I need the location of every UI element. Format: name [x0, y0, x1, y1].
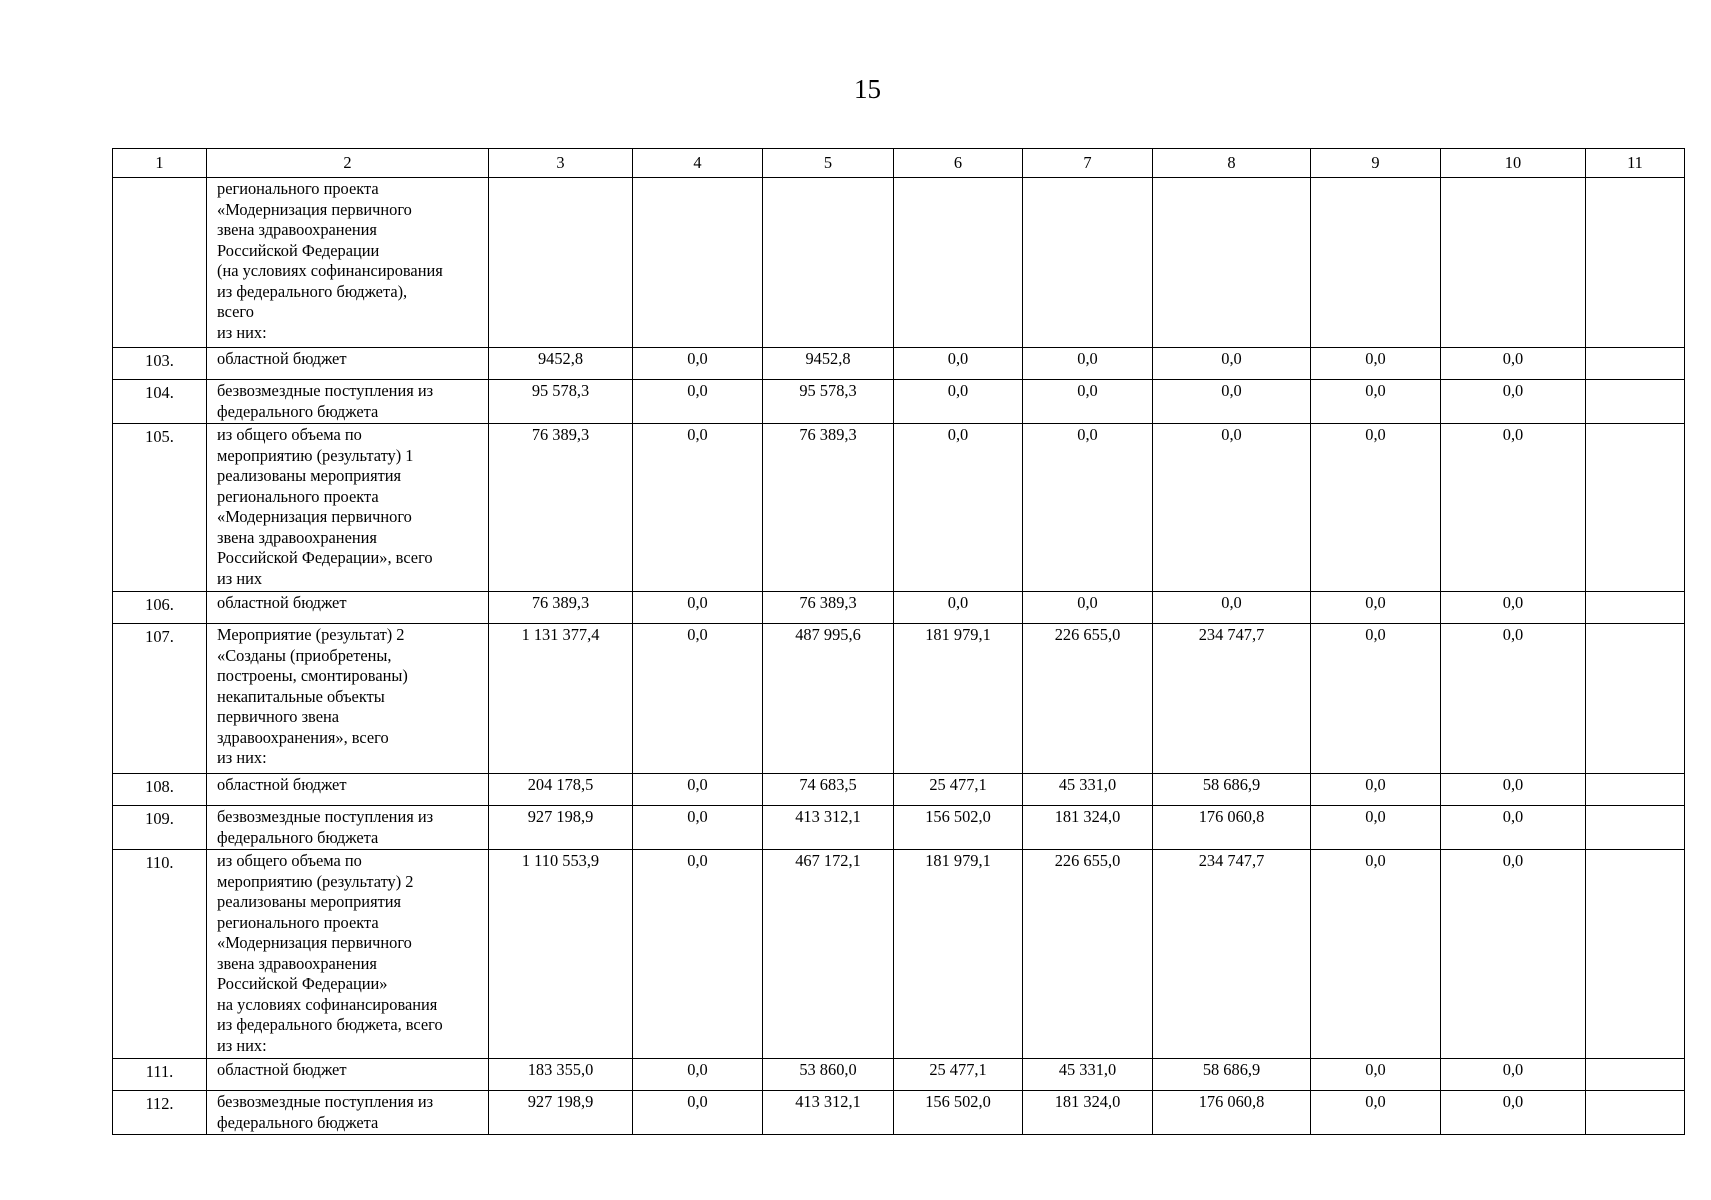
row-number-cell: 112.: [113, 1091, 207, 1135]
row-text: областной бюджет: [217, 1060, 347, 1079]
value-cell: [1586, 806, 1685, 850]
value-cell: 0,0: [1023, 380, 1153, 424]
value-cell: 0,0: [1023, 592, 1153, 624]
table-row: [113, 1059, 1685, 1091]
row-text-cell: [207, 850, 489, 1059]
row-number-cell: [113, 178, 207, 348]
table-row: [113, 774, 1685, 806]
row-number-cell: 105.: [113, 424, 207, 592]
value-cell: 0,0: [633, 774, 763, 806]
value-cell: 95 578,3: [489, 380, 633, 424]
value-cell: [1586, 178, 1685, 348]
value-cell: [1023, 178, 1153, 348]
header-cell: 7: [1023, 149, 1153, 178]
value-cell: 487 995,6: [763, 624, 894, 774]
value-cell: 1 110 553,9: [489, 850, 633, 1059]
value-cell: 0,0: [1311, 592, 1441, 624]
value-cell: 0,0: [1441, 806, 1586, 850]
value-cell: 45 331,0: [1023, 1059, 1153, 1091]
header-cell: 10: [1441, 149, 1586, 178]
value-cell: [1586, 624, 1685, 774]
value-cell: [489, 178, 633, 348]
value-cell: [1586, 380, 1685, 424]
table-row: [113, 806, 1685, 850]
value-cell: 156 502,0: [894, 806, 1023, 850]
value-cell: 53 860,0: [763, 1059, 894, 1091]
value-cell: 0,0: [1441, 1091, 1586, 1135]
value-cell: 413 312,1: [763, 806, 894, 850]
header-row: [113, 149, 1685, 178]
value-cell: 0,0: [633, 806, 763, 850]
value-cell: 0,0: [1023, 424, 1153, 592]
value-cell: 0,0: [1441, 348, 1586, 380]
row-text-cell: [207, 592, 489, 624]
value-cell: 0,0: [633, 1059, 763, 1091]
row-text: регионального проекта «Модернизация первичного звена здравоохранения Российской Федерации (на условиях софинансирования из федерального бюджета), всего из них:: [217, 179, 443, 342]
row-text: безвозмездные поступления из федерального бюджета: [217, 807, 434, 847]
value-cell: 76 389,3: [763, 424, 894, 592]
continuation-row: [113, 178, 1685, 348]
header-cell: 6: [894, 149, 1023, 178]
row-number-cell: 106.: [113, 592, 207, 624]
row-text-cell: [207, 774, 489, 806]
table-row: [113, 592, 1685, 624]
row-text-cell: [207, 178, 489, 348]
value-cell: 226 655,0: [1023, 850, 1153, 1059]
header-cell: 3: [489, 149, 633, 178]
header-cell: 4: [633, 149, 763, 178]
value-cell: 25 477,1: [894, 1059, 1023, 1091]
row-text: областной бюджет: [217, 349, 347, 368]
value-cell: 0,0: [894, 348, 1023, 380]
value-cell: [633, 178, 763, 348]
page-number: 15: [854, 74, 881, 104]
value-cell: 0,0: [1311, 424, 1441, 592]
budget-table: [112, 148, 1685, 1135]
value-cell: 0,0: [1311, 774, 1441, 806]
value-cell: 0,0: [633, 424, 763, 592]
value-cell: 181 324,0: [1023, 1091, 1153, 1135]
header-cell: 2: [207, 149, 489, 178]
header-cell: 9: [1311, 149, 1441, 178]
row-text-cell: [207, 806, 489, 850]
value-cell: 0,0: [1153, 592, 1311, 624]
row-text: Мероприятие (результат) 2 «Созданы (приобретены, построены, смонтированы) некапитальные объекты первичного звена здравоохранения», всего из них:: [217, 625, 408, 767]
value-cell: 0,0: [1441, 380, 1586, 424]
value-cell: 0,0: [1311, 348, 1441, 380]
value-cell: [1586, 424, 1685, 592]
table-row: [113, 1091, 1685, 1135]
value-cell: 183 355,0: [489, 1059, 633, 1091]
value-cell: [894, 178, 1023, 348]
value-cell: 0,0: [1153, 348, 1311, 380]
header-cell: 8: [1153, 149, 1311, 178]
header-cell: 1: [113, 149, 207, 178]
value-cell: 0,0: [1153, 380, 1311, 424]
row-text-cell: [207, 380, 489, 424]
value-cell: [1153, 178, 1311, 348]
value-cell: 181 979,1: [894, 624, 1023, 774]
value-cell: 176 060,8: [1153, 806, 1311, 850]
value-cell: 181 324,0: [1023, 806, 1153, 850]
value-cell: [763, 178, 894, 348]
value-cell: [1586, 1091, 1685, 1135]
row-text: безвозмездные поступления из федерального бюджета: [217, 381, 434, 421]
value-cell: 156 502,0: [894, 1091, 1023, 1135]
row-text: из общего объема по мероприятию (результату) 2 реализованы мероприятия регионального проекта «Модернизация первичного звена здравоохранения Российской Федерации» на условиях софинансирования из федерального бюджета, всего из них:: [217, 851, 443, 1055]
value-cell: [1586, 1059, 1685, 1091]
table-row: [113, 850, 1685, 1059]
value-cell: 58 686,9: [1153, 1059, 1311, 1091]
value-cell: 58 686,9: [1153, 774, 1311, 806]
value-cell: 0,0: [1311, 380, 1441, 424]
row-text-cell: [207, 1091, 489, 1135]
value-cell: 74 683,5: [763, 774, 894, 806]
value-cell: 76 389,3: [763, 592, 894, 624]
table-row: [113, 424, 1685, 592]
value-cell: 0,0: [1441, 592, 1586, 624]
header-cell: 5: [763, 149, 894, 178]
value-cell: 0,0: [894, 424, 1023, 592]
row-number-cell: 111.: [113, 1059, 207, 1091]
value-cell: 45 331,0: [1023, 774, 1153, 806]
value-cell: 0,0: [1441, 424, 1586, 592]
row-text-cell: [207, 1059, 489, 1091]
row-text-cell: [207, 624, 489, 774]
row-text: областной бюджет: [217, 593, 347, 612]
value-cell: [1586, 592, 1685, 624]
value-cell: 0,0: [1441, 624, 1586, 774]
row-text: безвозмездные поступления из федерального бюджета: [217, 1092, 434, 1132]
value-cell: 0,0: [894, 380, 1023, 424]
value-cell: 0,0: [894, 592, 1023, 624]
value-cell: 234 747,7: [1153, 624, 1311, 774]
value-cell: 0,0: [1441, 1059, 1586, 1091]
value-cell: 0,0: [633, 850, 763, 1059]
value-cell: 95 578,3: [763, 380, 894, 424]
value-cell: 181 979,1: [894, 850, 1023, 1059]
row-text: областной бюджет: [217, 775, 347, 794]
value-cell: 0,0: [1311, 1091, 1441, 1135]
row-number-cell: 108.: [113, 774, 207, 806]
value-cell: 0,0: [633, 380, 763, 424]
value-cell: 467 172,1: [763, 850, 894, 1059]
value-cell: 76 389,3: [489, 424, 633, 592]
value-cell: [1586, 348, 1685, 380]
value-cell: 0,0: [1153, 424, 1311, 592]
row-number-cell: 107.: [113, 624, 207, 774]
row-number-cell: 103.: [113, 348, 207, 380]
row-number-cell: 104.: [113, 380, 207, 424]
value-cell: [1586, 850, 1685, 1059]
value-cell: 0,0: [633, 592, 763, 624]
value-cell: 1 131 377,4: [489, 624, 633, 774]
row-text-cell: [207, 424, 489, 592]
value-cell: 0,0: [1311, 850, 1441, 1059]
value-cell: 0,0: [1023, 348, 1153, 380]
value-cell: 234 747,7: [1153, 850, 1311, 1059]
header-cell: 11: [1586, 149, 1685, 178]
value-cell: 9452,8: [763, 348, 894, 380]
value-cell: 927 198,9: [489, 806, 633, 850]
value-cell: 0,0: [1311, 624, 1441, 774]
value-cell: 76 389,3: [489, 592, 633, 624]
value-cell: 204 178,5: [489, 774, 633, 806]
value-cell: [1311, 178, 1441, 348]
value-cell: [1441, 178, 1586, 348]
value-cell: 25 477,1: [894, 774, 1023, 806]
value-cell: 0,0: [1441, 774, 1586, 806]
row-number-cell: 109.: [113, 806, 207, 850]
value-cell: 226 655,0: [1023, 624, 1153, 774]
table-row: [113, 624, 1685, 774]
table-row: [113, 348, 1685, 380]
value-cell: 413 312,1: [763, 1091, 894, 1135]
value-cell: 9452,8: [489, 348, 633, 380]
row-text-cell: [207, 348, 489, 380]
value-cell: 927 198,9: [489, 1091, 633, 1135]
value-cell: 0,0: [633, 624, 763, 774]
value-cell: 0,0: [1441, 850, 1586, 1059]
value-cell: 0,0: [633, 348, 763, 380]
value-cell: 0,0: [1311, 806, 1441, 850]
table-row: [113, 380, 1685, 424]
value-cell: 176 060,8: [1153, 1091, 1311, 1135]
row-number-cell: 110.: [113, 850, 207, 1059]
value-cell: [1586, 774, 1685, 806]
value-cell: 0,0: [1311, 1059, 1441, 1091]
value-cell: 0,0: [633, 1091, 763, 1135]
row-text: из общего объема по мероприятию (результату) 1 реализованы мероприятия регионального проекта «Модернизация первичного звена здравоохранения Российской Федерации», всего из них: [217, 425, 433, 588]
